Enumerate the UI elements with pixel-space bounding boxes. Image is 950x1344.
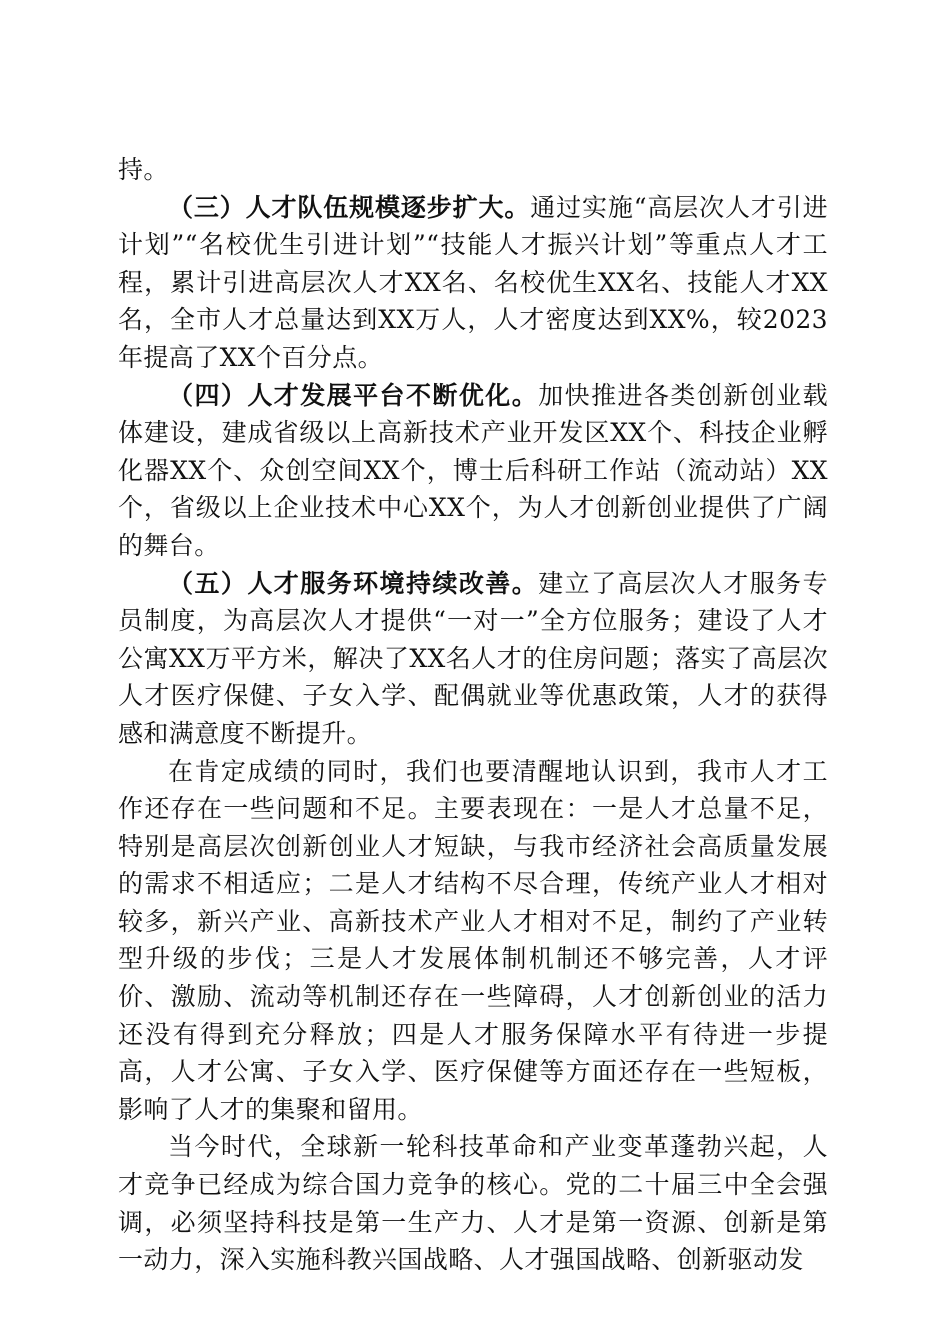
section-heading: （五）人才服务环境持续改善。: [168, 568, 539, 598]
paragraph-text: 当今时代，全球新一轮科技革命和产业变革蓬勃兴起，人才竞争已经成为综合国力竞争的核心。党的二十届三中全会强调，必须坚持科技是第一生产力、人才是第一资源、创新是第一动力，深入实施科教兴国战略、人才强国战略、创新驱动发: [118, 1132, 828, 1275]
paragraph-text: 加快推进各类创新创业载体建设，建成省级以上高新技术产业开发区XX个、科技企业孵化器XX个、众创空间XX个，博士后科研工作站（流动站）XX个，省级以上企业技术中心XX个，为人才创新创业提供了广阔的舞台。: [118, 380, 828, 560]
section-heading: （三）人才队伍规模逐步扩大。: [168, 192, 531, 222]
paragraph-text: 建立了高层次人才服务专员制度，为高层次人才提供“一对一”全方位服务；建设了人才公寓XX万平方米，解决了XX名人才的住房问题；落实了高层次人才医疗保健、子女入学、配偶就业等优惠政策，人才的获得感和满意度不断提升。: [118, 568, 828, 748]
paragraph-era: [118, 1128, 828, 1278]
paragraph-talent-platform: [118, 377, 828, 565]
paragraph-talent-service: [118, 565, 828, 753]
paragraph-text: 在肯定成绩的同时，我们也要清醒地认识到，我市人才工作还存在一些问题和不足。主要表现在：一是人才总量不足，特别是高层次创新创业人才短缺，与我市经济社会高质量发展的需求不相适应；二是人才结构不尽合理，传统产业人才相对较多，新兴产业、高新技术产业人才相对不足，制约了产业转型升级的步伐；三是人才发展体制机制还不够完善，人才评价、激励、流动等机制还存在一些障碍，人才创新创业的活力还没有得到充分释放；四是人才服务保障水平有待进一步提高，人才公寓、子女入学、医疗保健等方面还存在一些短板，影响了人才的集聚和留用。: [118, 756, 828, 1124]
paragraph-text: 通过实施“高层次人才引进计划”“名校优生引进计划”“技能人才振兴计划”等重点人才工程，累计引进高层次人才XX名、名校优生XX名、技能人才XX名，全市人才总量达到XX万人，人才密度达到XX%，较2023年提高了XX个百分点。: [118, 192, 828, 372]
paragraph-talent-team: [118, 189, 828, 377]
paragraph-problems: [118, 753, 828, 1129]
paragraph-continuation: [118, 151, 828, 189]
document-body: [118, 151, 828, 1279]
paragraph-text: 持。: [118, 155, 169, 184]
section-heading: （四）人才发展平台不断优化。: [168, 380, 539, 410]
